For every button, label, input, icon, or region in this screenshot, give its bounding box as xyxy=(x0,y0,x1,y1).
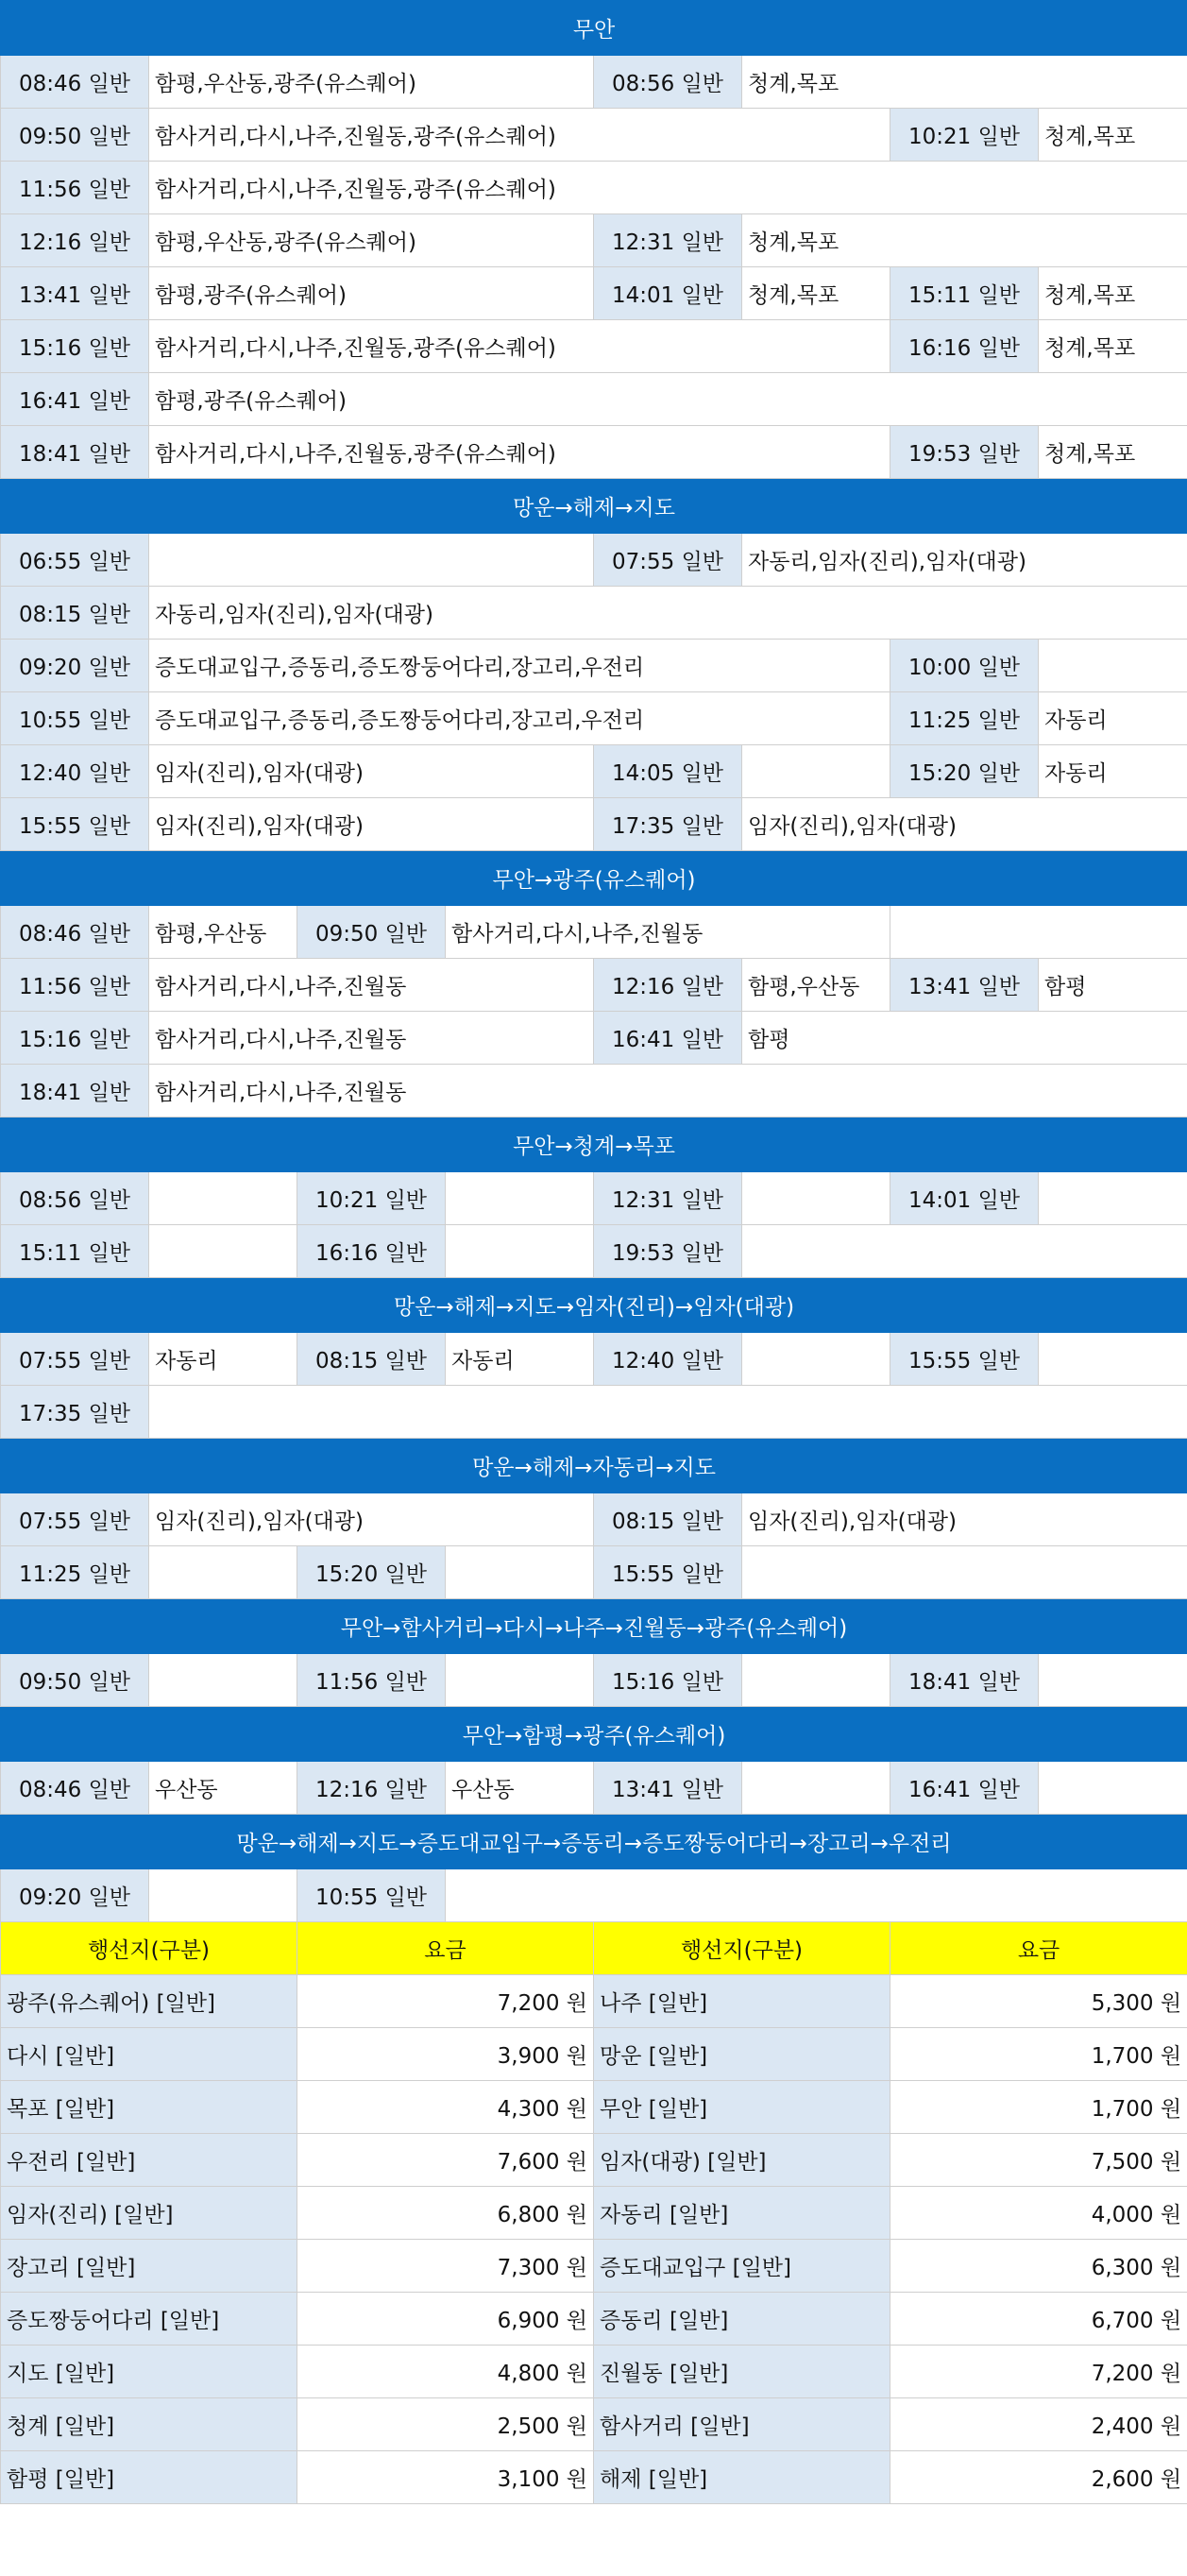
departure-time: 13:41 일반 xyxy=(1,267,149,320)
stops-description xyxy=(149,1869,297,1922)
schedule-row xyxy=(1,1869,1187,1922)
fare-price: 2,500 원 xyxy=(297,2398,594,2451)
stops-description xyxy=(1039,1654,1187,1707)
stops-description: 함사거리,다시,나주,진월동,광주(유스퀘어) xyxy=(149,426,890,479)
schedule-row xyxy=(1,692,1187,745)
schedule-row xyxy=(1,1333,1187,1386)
fare-row xyxy=(1,2028,1187,2081)
route-header-row xyxy=(1,851,1187,906)
fare-price: 6,900 원 xyxy=(297,2293,594,2346)
fare-price-header: 요금 xyxy=(890,1922,1187,1975)
departure-time: 11:56 일반 xyxy=(297,1654,446,1707)
schedule-body xyxy=(1,1,1187,2504)
departure-time: 15:20 일반 xyxy=(890,745,1039,798)
schedule-row xyxy=(1,373,1187,426)
departure-time: 17:35 일반 xyxy=(1,1386,149,1439)
schedule-row xyxy=(1,1012,1187,1065)
stops-description: 우산동 xyxy=(149,1762,297,1815)
departure-time: 16:16 일반 xyxy=(890,320,1039,373)
departure-time: 11:56 일반 xyxy=(1,162,149,214)
fare-row xyxy=(1,2081,1187,2134)
route-header: 망운→해제→자동리→지도 xyxy=(1,1439,1187,1493)
fare-price: 4,300 원 xyxy=(297,2081,594,2134)
departure-time: 16:41 일반 xyxy=(890,1762,1039,1815)
stops-description: 함평,우산동,광주(유스퀘어) xyxy=(149,214,594,267)
route-header-row xyxy=(1,1278,1187,1333)
departure-time: 08:15 일반 xyxy=(1,587,149,640)
fare-price: 7,300 원 xyxy=(297,2240,594,2293)
fare-row xyxy=(1,2346,1187,2398)
schedule-row xyxy=(1,426,1187,479)
schedule-row xyxy=(1,798,1187,851)
fare-price: 7,200 원 xyxy=(890,2346,1187,2398)
departure-time: 14:05 일반 xyxy=(594,745,742,798)
stops-description xyxy=(1039,1172,1187,1225)
stops-description xyxy=(742,1762,890,1815)
fare-price: 7,600 원 xyxy=(297,2134,594,2187)
departure-time: 15:55 일반 xyxy=(594,1546,742,1599)
stops-description: 함평 xyxy=(742,1012,1187,1065)
departure-time: 10:00 일반 xyxy=(890,640,1039,692)
fare-row xyxy=(1,2187,1187,2240)
route-header-row xyxy=(1,1707,1187,1762)
stops-description: 임자(진리),임자(대광) xyxy=(149,1493,594,1546)
departure-time: 08:15 일반 xyxy=(297,1333,446,1386)
schedule-row xyxy=(1,1386,1187,1439)
fare-destination: 증도짱둥어다리 [일반] xyxy=(1,2293,297,2346)
stops-description xyxy=(742,1654,890,1707)
fare-price: 6,300 원 xyxy=(890,2240,1187,2293)
departure-time: 19:53 일반 xyxy=(890,426,1039,479)
fare-destination: 다시 [일반] xyxy=(1,2028,297,2081)
departure-time: 15:11 일반 xyxy=(890,267,1039,320)
departure-time: 12:31 일반 xyxy=(594,214,742,267)
fare-price: 4,000 원 xyxy=(890,2187,1187,2240)
stops-description: 자동리,임자(진리),임자(대광) xyxy=(742,534,1187,587)
fare-price: 4,800 원 xyxy=(297,2346,594,2398)
fare-destination: 함사거리 [일반] xyxy=(594,2398,890,2451)
departure-time: 13:41 일반 xyxy=(890,959,1039,1012)
stops-description: 함사거리,다시,나주,진월동 xyxy=(446,906,890,959)
stops-description: 자동리,임자(진리),임자(대광) xyxy=(149,587,1187,640)
route-header-row xyxy=(1,1439,1187,1493)
fare-destination: 증동리 [일반] xyxy=(594,2293,890,2346)
route-header: 무안→함평→광주(유스퀘어) xyxy=(1,1707,1187,1762)
stops-description: 함사거리,다시,나주,진월동 xyxy=(149,1065,1187,1117)
departure-time: 12:31 일반 xyxy=(594,1172,742,1225)
fare-destination: 목포 [일반] xyxy=(1,2081,297,2134)
departure-time: 12:40 일반 xyxy=(594,1333,742,1386)
stops-description: 함평 xyxy=(1039,959,1187,1012)
fare-row xyxy=(1,2398,1187,2451)
stops-description xyxy=(149,1654,297,1707)
fare-destination: 해제 [일반] xyxy=(594,2451,890,2504)
schedule-row xyxy=(1,587,1187,640)
fare-price: 2,400 원 xyxy=(890,2398,1187,2451)
departure-time: 06:55 일반 xyxy=(1,534,149,587)
schedule-row xyxy=(1,534,1187,587)
fare-destination: 나주 [일반] xyxy=(594,1975,890,2028)
stops-description xyxy=(149,1546,297,1599)
fare-destination: 우전리 [일반] xyxy=(1,2134,297,2187)
stops-description xyxy=(446,1172,594,1225)
schedule-row xyxy=(1,959,1187,1012)
stops-description: 청계,목포 xyxy=(742,56,1187,109)
stops-description: 임자(진리),임자(대광) xyxy=(742,798,1187,851)
route-header-row xyxy=(1,1,1187,56)
stops-description: 증도대교입구,증동리,증도짱둥어다리,장고리,우전리 xyxy=(149,692,890,745)
schedule-row xyxy=(1,320,1187,373)
stops-description xyxy=(149,1386,1187,1439)
stops-description: 청계,목포 xyxy=(1039,267,1187,320)
fare-destination-header: 행선지(구분) xyxy=(594,1922,890,1975)
fare-row xyxy=(1,2293,1187,2346)
departure-time: 11:25 일반 xyxy=(1,1546,149,1599)
stops-description xyxy=(1039,640,1187,692)
fare-header-row xyxy=(1,1922,1187,1975)
stops-description: 자동리 xyxy=(446,1333,594,1386)
fare-destination: 진월동 [일반] xyxy=(594,2346,890,2398)
stops-description: 임자(진리),임자(대광) xyxy=(149,798,594,851)
schedule-row xyxy=(1,906,1187,959)
departure-time: 18:41 일반 xyxy=(1,1065,149,1117)
stops-description xyxy=(149,534,594,587)
departure-time: 15:55 일반 xyxy=(890,1333,1039,1386)
stops-description: 자동리 xyxy=(149,1333,297,1386)
stops-description xyxy=(446,1225,594,1278)
stops-description: 우산동 xyxy=(446,1762,594,1815)
stops-description xyxy=(446,1654,594,1707)
departure-time: 08:46 일반 xyxy=(1,906,149,959)
route-header: 무안→청계→목포 xyxy=(1,1117,1187,1172)
stops-description: 함사거리,다시,나주,진월동,광주(유스퀘어) xyxy=(149,162,1187,214)
route-header: 망운→해제→지도→증도대교입구→증동리→증도짱둥어다리→장고리→우전리 xyxy=(1,1815,1187,1869)
fare-price: 1,700 원 xyxy=(890,2028,1187,2081)
departure-time: 10:55 일반 xyxy=(297,1869,446,1922)
departure-time: 12:16 일반 xyxy=(1,214,149,267)
departure-time: 11:25 일반 xyxy=(890,692,1039,745)
stops-description: 함사거리,다시,나주,진월동 xyxy=(149,1012,594,1065)
stops-description xyxy=(446,1869,1187,1922)
fare-row xyxy=(1,2134,1187,2187)
route-header: 무안 xyxy=(1,1,1187,56)
departure-time: 11:56 일반 xyxy=(1,959,149,1012)
schedule-row xyxy=(1,109,1187,162)
fare-row xyxy=(1,2240,1187,2293)
fare-price: 7,200 원 xyxy=(297,1975,594,2028)
departure-time: 08:15 일반 xyxy=(594,1493,742,1546)
fare-destination-header: 행선지(구분) xyxy=(1,1922,297,1975)
stops-description xyxy=(742,1333,890,1386)
stops-description xyxy=(149,1225,297,1278)
fare-price: 1,700 원 xyxy=(890,2081,1187,2134)
departure-time: 10:55 일반 xyxy=(1,692,149,745)
departure-time: 09:20 일반 xyxy=(1,1869,149,1922)
schedule-row xyxy=(1,1762,1187,1815)
departure-time: 14:01 일반 xyxy=(594,267,742,320)
stops-description: 함평,우산동,광주(유스퀘어) xyxy=(149,56,594,109)
route-header: 망운→해제→지도→임자(진리)→임자(대광) xyxy=(1,1278,1187,1333)
stops-description: 임자(진리),임자(대광) xyxy=(149,745,594,798)
departure-time: 19:53 일반 xyxy=(594,1225,742,1278)
stops-description: 함평,광주(유스퀘어) xyxy=(149,267,594,320)
departure-time: 08:56 일반 xyxy=(1,1172,149,1225)
route-header-row xyxy=(1,479,1187,534)
departure-time: 15:16 일반 xyxy=(1,320,149,373)
stops-description: 청계,목포 xyxy=(742,267,890,320)
departure-time: 10:21 일반 xyxy=(890,109,1039,162)
schedule-row xyxy=(1,1546,1187,1599)
fare-price-header: 요금 xyxy=(297,1922,594,1975)
route-header: 무안→함사거리→다시→나주→진월동→광주(유스퀘어) xyxy=(1,1599,1187,1654)
fare-price: 6,800 원 xyxy=(297,2187,594,2240)
departure-time: 08:46 일반 xyxy=(1,56,149,109)
departure-time: 13:41 일반 xyxy=(594,1762,742,1815)
stops-description: 임자(진리),임자(대광) xyxy=(742,1493,1187,1546)
stops-description: 함사거리,다시,나주,진월동 xyxy=(149,959,594,1012)
stops-description: 함평,우산동 xyxy=(742,959,890,1012)
fare-price: 6,700 원 xyxy=(890,2293,1187,2346)
stops-description xyxy=(149,1172,297,1225)
fare-destination: 장고리 [일반] xyxy=(1,2240,297,2293)
fare-destination: 청계 [일반] xyxy=(1,2398,297,2451)
stops-description: 함사거리,다시,나주,진월동,광주(유스퀘어) xyxy=(149,109,890,162)
stops-description: 함평,광주(유스퀘어) xyxy=(149,373,1187,426)
stops-description xyxy=(742,1225,1187,1278)
stops-description: 증도대교입구,증동리,증도짱둥어다리,장고리,우전리 xyxy=(149,640,890,692)
route-header-row xyxy=(1,1599,1187,1654)
fare-price: 7,500 원 xyxy=(890,2134,1187,2187)
stops-description: 자동리 xyxy=(1039,745,1187,798)
departure-time: 17:35 일반 xyxy=(594,798,742,851)
departure-time: 15:16 일반 xyxy=(594,1654,742,1707)
fare-destination: 증도대교입구 [일반] xyxy=(594,2240,890,2293)
departure-time: 08:46 일반 xyxy=(1,1762,149,1815)
stops-description xyxy=(446,1546,594,1599)
fare-row xyxy=(1,1975,1187,2028)
stops-description: 함평,우산동 xyxy=(149,906,297,959)
fare-destination: 망운 [일반] xyxy=(594,2028,890,2081)
route-header-row xyxy=(1,1117,1187,1172)
fare-price: 5,300 원 xyxy=(890,1975,1187,2028)
fare-destination: 광주(유스퀘어) [일반] xyxy=(1,1975,297,2028)
departure-time: 09:50 일반 xyxy=(1,1654,149,1707)
departure-time: 09:50 일반 xyxy=(1,109,149,162)
fare-destination: 임자(대광) [일반] xyxy=(594,2134,890,2187)
stops-description xyxy=(742,745,890,798)
departure-time: 18:41 일반 xyxy=(1,426,149,479)
fare-price: 3,900 원 xyxy=(297,2028,594,2081)
fare-price: 3,100 원 xyxy=(297,2451,594,2504)
fare-price: 2,600 원 xyxy=(890,2451,1187,2504)
fare-row xyxy=(1,2451,1187,2504)
departure-time: 15:20 일반 xyxy=(297,1546,446,1599)
route-header-row xyxy=(1,1815,1187,1869)
schedule-row xyxy=(1,1172,1187,1225)
route-header: 무안→광주(유스퀘어) xyxy=(1,851,1187,906)
schedule-row xyxy=(1,56,1187,109)
departure-time: 15:16 일반 xyxy=(1,1012,149,1065)
departure-time: 15:11 일반 xyxy=(1,1225,149,1278)
departure-time: 07:55 일반 xyxy=(1,1333,149,1386)
departure-time: 16:16 일반 xyxy=(297,1225,446,1278)
schedule-row xyxy=(1,640,1187,692)
stops-description xyxy=(742,1546,1187,1599)
fare-destination: 무안 [일반] xyxy=(594,2081,890,2134)
route-header: 망운→해제→지도 xyxy=(1,479,1187,534)
fare-destination: 지도 [일반] xyxy=(1,2346,297,2398)
departure-time: 07:55 일반 xyxy=(1,1493,149,1546)
schedule-row xyxy=(1,1654,1187,1707)
stops-description xyxy=(1039,1762,1187,1815)
departure-time: 10:21 일반 xyxy=(297,1172,446,1225)
departure-time: 18:41 일반 xyxy=(890,1654,1039,1707)
departure-time: 12:40 일반 xyxy=(1,745,149,798)
departure-time: 16:41 일반 xyxy=(1,373,149,426)
departure-time: 15:55 일반 xyxy=(1,798,149,851)
stops-description: 청계,목포 xyxy=(1039,109,1187,162)
fare-destination: 함평 [일반] xyxy=(1,2451,297,2504)
fare-destination: 임자(진리) [일반] xyxy=(1,2187,297,2240)
stops-description xyxy=(742,1172,890,1225)
departure-time: 12:16 일반 xyxy=(594,959,742,1012)
departure-time: 16:41 일반 xyxy=(594,1012,742,1065)
stops-description xyxy=(1039,1333,1187,1386)
departure-time: 12:16 일반 xyxy=(297,1762,446,1815)
schedule-row xyxy=(1,1225,1187,1278)
stops-description: 청계,목포 xyxy=(1039,320,1187,373)
departure-time: 09:50 일반 xyxy=(297,906,446,959)
schedule-row xyxy=(1,267,1187,320)
stops-description: 청계,목포 xyxy=(742,214,1187,267)
schedule-row xyxy=(1,1065,1187,1117)
stops-description: 함사거리,다시,나주,진월동,광주(유스퀘어) xyxy=(149,320,890,373)
departure-time: 08:56 일반 xyxy=(594,56,742,109)
stops-description: 청계,목포 xyxy=(1039,426,1187,479)
schedule-row xyxy=(1,745,1187,798)
departure-time: 14:01 일반 xyxy=(890,1172,1039,1225)
schedule-row xyxy=(1,162,1187,214)
departure-time: 07:55 일반 xyxy=(594,534,742,587)
schedule-row xyxy=(1,1493,1187,1546)
fare-destination: 자동리 [일반] xyxy=(594,2187,890,2240)
departure-time: 09:20 일반 xyxy=(1,640,149,692)
stops-description: 자동리 xyxy=(1039,692,1187,745)
schedule-row xyxy=(1,214,1187,267)
